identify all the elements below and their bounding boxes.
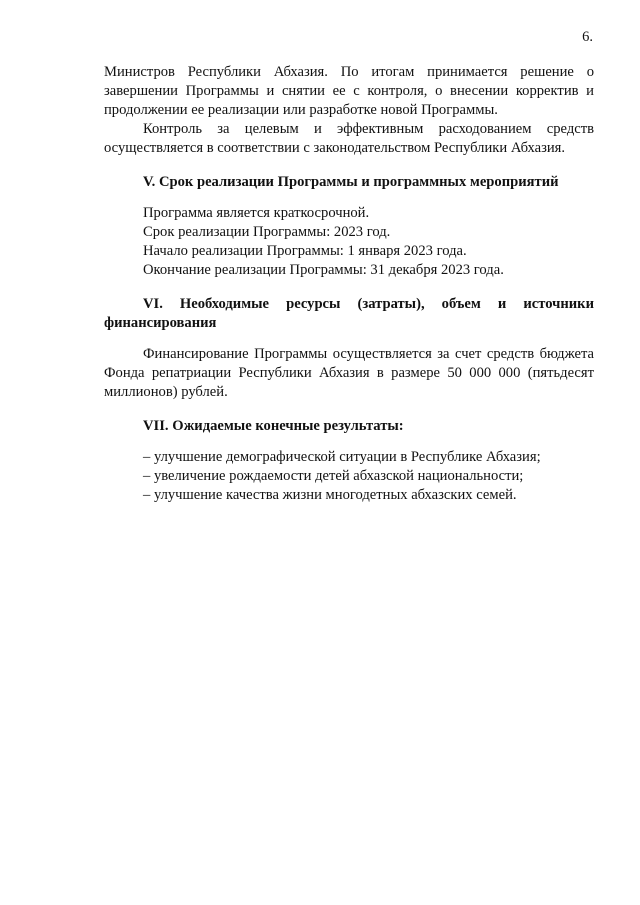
section-5-title: V. Срок реализации Программы и программных мероприятий	[143, 174, 559, 190]
document-body	[104, 63, 594, 505]
section-5-line: Срок реализации Программы: 2023 год.	[143, 224, 391, 240]
list-item: – увеличение рождаемости детей абхазской национальности;	[143, 468, 524, 484]
section-5-line: Начало реализации Программы: 1 января 2023 года.	[143, 243, 467, 259]
list-item: – улучшение демографической ситуации в Республике Абхазия;	[143, 449, 541, 465]
section-5-line: Окончание реализации Программы: 31 декабря 2023 года.	[143, 262, 504, 278]
section-6-title: VI. Необходимые ресурсы (затраты), объем и источники финансирования	[104, 296, 594, 331]
page-number: 6.	[582, 29, 593, 45]
paragraph-control: Контроль за целевым и эффективным расходованием средств осуществляется в соответствии с законодательством Республики Абхазия.	[104, 121, 594, 156]
results-list	[104, 448, 594, 505]
paragraph-ministers: Министров Республики Абхазия. По итогам принимается решение о завершении Программы и снятии ее с контроля, о внесении корректив и продолжении ее реализации или разработке новой Программы.	[104, 64, 594, 118]
section-6-text: Финансирование Программы осуществляется за счет средств бюджета Фонда репатриации Республики Абхазия в размере 50 000 000 (пятьдесят миллионов) рублей.	[104, 346, 594, 400]
section-7-title: VII. Ожидаемые конечные результаты:	[143, 418, 404, 434]
list-item: – улучшение качества жизни многодетных абхазских семей.	[143, 487, 517, 503]
section-5-line: Программа является краткосрочной.	[143, 205, 370, 221]
